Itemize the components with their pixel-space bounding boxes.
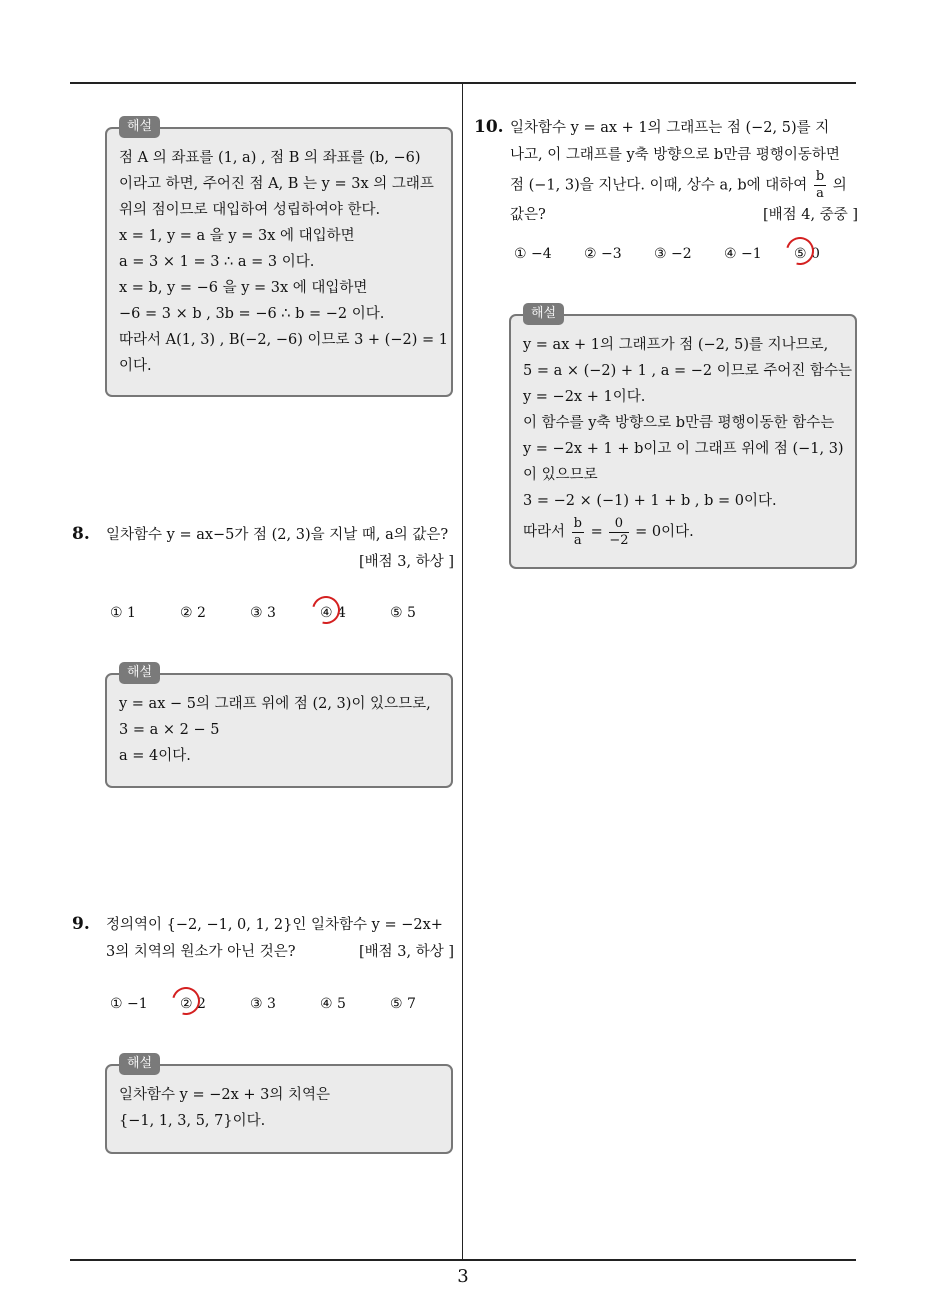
fraction-0-over-minus2: $\frac{0}{-2}$ — [609, 515, 629, 548]
question-line: 나고, 이 그래프를 y축 방향으로 b만큼 평행이동하면 — [510, 147, 840, 163]
explanation-line: −6 = 3 × b , 3b = −6 ∴ b = −2 이다. — [119, 306, 385, 322]
question-line: 점 (−1, 3)을 지난다. 이때, 상수 a, b에 대하여 — [510, 177, 808, 194]
explanation-line: {−1, 1, 3, 5, 7}이다. — [119, 1113, 266, 1129]
explanation-line: 5 = a × (−2) + 1 , a = −2 이므로 주어진 함수는 — [523, 363, 852, 379]
choice-2[interactable]: ② −3 — [584, 246, 622, 262]
choice-4[interactable]: ④ −1 — [724, 246, 762, 262]
question-line: 일차함수 y = ax + 1의 그래프는 점 (−2, 5)를 지 — [510, 120, 830, 136]
explanation-tag: 해설 — [119, 116, 160, 138]
explanation-tag: 해설 — [119, 662, 160, 684]
explanation-line: 3 = a × 2 − 5 — [119, 722, 220, 738]
choice-5[interactable]: ⑤ 5 — [390, 605, 416, 621]
q9-explanation-box — [105, 1056, 453, 1154]
column-divider — [462, 82, 463, 1260]
explanation-line: 이라고 하면, 주어진 점 A, B 는 y = 3x 의 그래프 — [119, 176, 434, 192]
explanation-line: 이다. — [119, 358, 152, 374]
question-line: 값은? — [510, 207, 546, 223]
question-number-10: 10. — [474, 117, 504, 137]
q7-explanation-box — [105, 119, 453, 397]
explanation-line: 일차함수 y = −2x + 3의 치역은 — [119, 1087, 330, 1103]
q8-explanation-box — [105, 665, 453, 788]
choice-2[interactable]: ② 2 — [180, 605, 206, 621]
choice-2[interactable]: ② 2 — [180, 996, 206, 1012]
explanation-line: x = b, y = −6 을 y = 3x 에 대입하면 — [119, 280, 368, 296]
explanation-final-line: 따라서 $\frac{b}{a}$ = $\frac{0}{-2}$ = 0이다. — [523, 515, 694, 548]
selected-answer-circle — [781, 232, 819, 270]
question-text-10: 일차함수 y = ax + 1의 그래프는 점 (−2, 5)를 지 나고, 이 그래프를 y축 방향으로 b만큼 평행이동하면 점 (−1, 3)을 지난다. 이때, 상수 a, b에 대하여 $\frac{b}{a}$ 의 값은? [배점 4, 중중 ] — [510, 115, 858, 229]
explanation-line: y = −2x + 1 + b이고 이 그래프 위에 점 (−1, 3) — [523, 441, 844, 457]
question-number-9: 9. — [72, 914, 90, 934]
selected-answer-circle — [307, 591, 345, 629]
explanation-line: x = 1, y = a 을 y = 3x 에 대입하면 — [119, 228, 355, 244]
question-text-8 — [106, 522, 454, 576]
choice-1[interactable]: ① 1 — [110, 605, 136, 621]
question-meta: [배점 3, 하상 ] — [358, 944, 454, 960]
explanation-line: a = 3 × 1 = 3 ∴ a = 3 이다. — [119, 254, 315, 270]
question-meta: [배점 3, 하상 ] — [358, 554, 454, 570]
choice-3[interactable]: ③ −2 — [654, 246, 692, 262]
fraction-b-over-a: $\frac{b}{a}$ — [573, 515, 582, 548]
explanation-line: y = −2x + 1이다. — [523, 389, 646, 405]
explanation-line: 따라서 A(1, 3) , B(−2, −6) 이므로 3 + (−2) = 1 — [119, 332, 448, 348]
fraction-b-over-a: $\frac{b}{a}$ — [815, 169, 825, 201]
choice-5[interactable]: ⑤ 7 — [390, 996, 416, 1012]
question-meta: [배점 4, 중중 ] — [762, 207, 858, 223]
choice-4[interactable]: ④ 4 — [320, 605, 346, 621]
explanation-line: y = ax − 5의 그래프 위에 점 (2, 3)이 있으므로, — [119, 696, 431, 712]
choice-1[interactable]: ① −4 — [514, 246, 552, 262]
explanation-tag: 해설 — [523, 303, 564, 325]
question-line: 3의 치역의 원소가 아닌 것은? — [106, 944, 296, 960]
q10-explanation-box — [509, 306, 857, 569]
question-line: 일차함수 y = ax−5가 점 (2, 3)을 지날 때, a의 값은? — [106, 527, 449, 543]
choice-3[interactable]: ③ 3 — [250, 605, 276, 621]
explanation-line: 위의 점이므로 대입하여 성립하여야 한다. — [119, 202, 381, 218]
explanation-line: 이 함수를 y축 방향으로 b만큼 평행이동한 함수는 — [523, 415, 835, 431]
explanation-tag: 해설 — [119, 1053, 160, 1075]
explanation-line: 3 = −2 × (−1) + 1 + b , b = 0이다. — [523, 493, 777, 509]
selected-answer-circle — [167, 982, 205, 1020]
choice-1[interactable]: ① −1 — [110, 996, 148, 1012]
question-number-8: 8. — [72, 524, 90, 544]
explanation-line: 이 있으므로 — [523, 467, 598, 483]
choice-5[interactable]: ⑤ 0 — [794, 246, 820, 262]
explanation-line: 점 A 의 좌표를 (1, a) , 점 B 의 좌표를 (b, −6) — [119, 150, 421, 166]
question-line: 정의역이 {−2, −1, 0, 1, 2}인 일차함수 y = −2x+ — [106, 917, 443, 933]
choice-4[interactable]: ④ 5 — [320, 996, 346, 1012]
question-text-9 — [106, 912, 454, 966]
page-number: 3 — [457, 1266, 469, 1287]
choice-3[interactable]: ③ 3 — [250, 996, 276, 1012]
bottom-rule — [70, 1259, 856, 1261]
explanation-line: a = 4이다. — [119, 748, 191, 764]
explanation-line: y = ax + 1의 그래프가 점 (−2, 5)를 지나므로, — [523, 337, 829, 353]
